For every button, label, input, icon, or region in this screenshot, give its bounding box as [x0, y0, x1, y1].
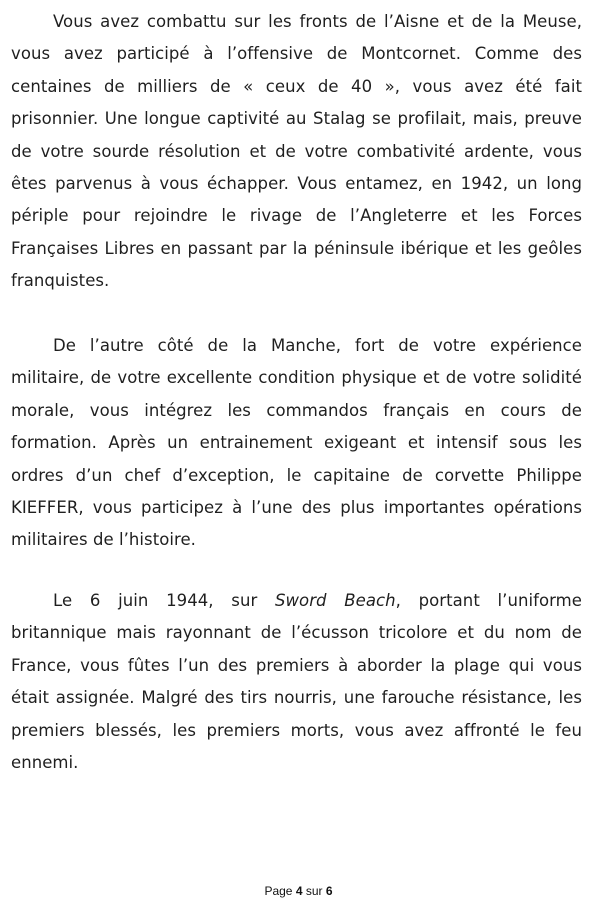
footer-total-pages: 6: [325, 884, 333, 898]
page-number-footer: [0, 884, 597, 898]
paragraph-3-text-b: , portant l’uniforme britannique mais rayonnant de l’écusson tricolore et du nom de France, vous fûtes l’un des premiers à aborder la plage qui vous était assignée. Malgré des tirs nourris, une farouche résistance, les premiers blessés, les premiers morts, vous avez affronté le feu ennemi.: [11, 591, 582, 773]
footer-middle: sur: [302, 884, 326, 898]
footer-prefix: Page: [264, 884, 296, 898]
paragraph-2-text: De l’autre côté de la Manche, fort de votre expérience militaire, de votre excellente condition physique et de votre solidité morale, vous intégrez les commandos français en cours de formation. Après un entrainement exigeant et intensif sous les ordres d’un chef d’exception, le capitaine de corvette Philippe KIEFFER, vous participez à l’une des plus importantes opérations militaires de l’histoire.: [11, 336, 582, 550]
paragraph-3-text-a: Le 6 juin 1944, sur: [53, 591, 275, 610]
paragraph-1-text: Vous avez combattu sur les fronts de l’Aisne et de la Meuse, vous avez participé à l’offensive de Montcornet. Comme des centaines de milliers de « ceux de 40 », vous avez été fait prisonnier. Une longue captivité au Stalag se profilait, mais, preuve de votre sourde résolution et de votre combativité ardente, vous êtes parvenus à vous échapper. Vous entamez, en 1942, un long périple pour rejoindre le rivage de l’Angleterre et les Forces Françaises Libres en passant par la péninsule ibérique et les geôles franquistes.: [11, 12, 582, 291]
paragraph-2: [11, 330, 582, 557]
footer-current-page: 4: [295, 884, 303, 898]
paragraph-1: [11, 6, 582, 298]
paragraph-3: [11, 585, 582, 779]
paragraph-3-ship-name: Sword Beach: [274, 591, 396, 610]
